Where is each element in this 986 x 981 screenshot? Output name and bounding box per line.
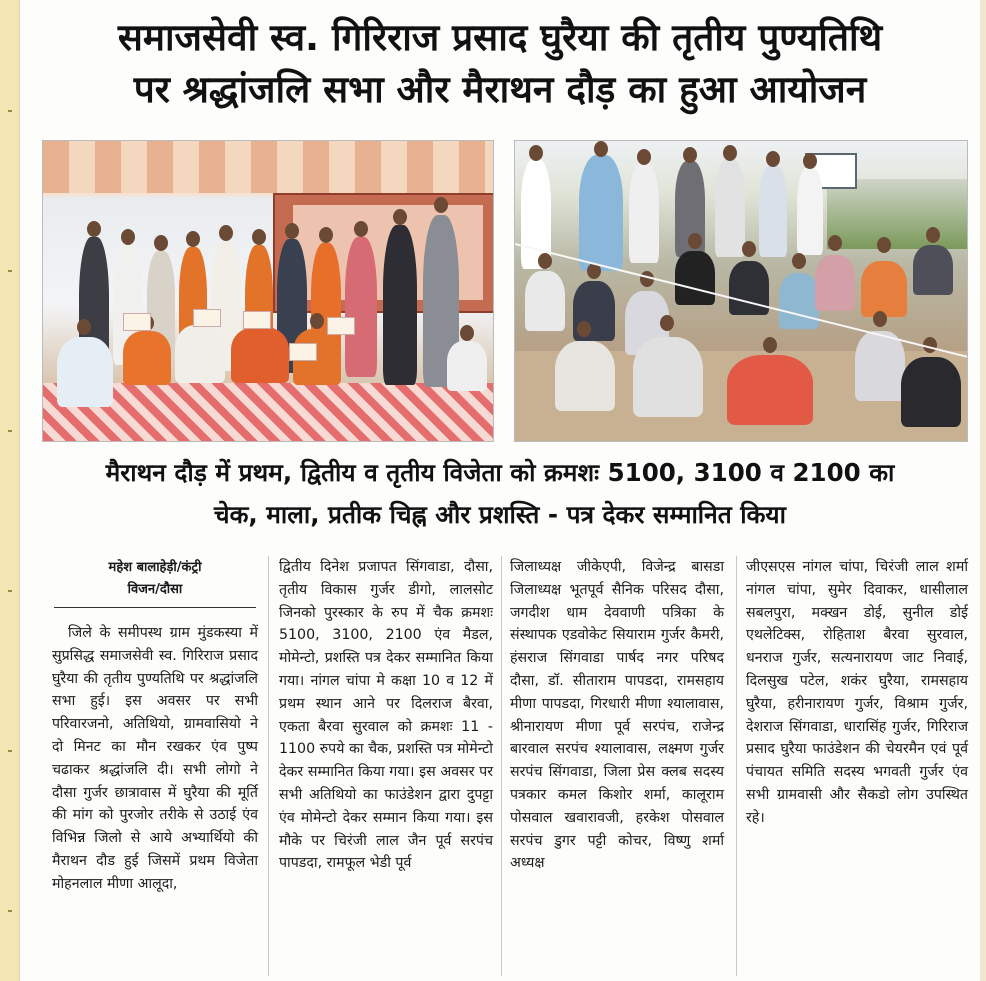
- article-column-4: जीएसएस नांगल चांपा, चिरंजी लाल शर्मा नांगल चांपा, सुमेर दिवाकर, धासीलाल सबलपुरा, मक्खन डोई, सुनील डोई एथलेटिक्स, रोहिताश बैरवा सुरवाल, धनराज गुर्जर, सत्यनारायण जाट निवाई, दिलसुख पटेल, शकंर घुरैया, रामसहाय घुरैया, हरीनारायण गुर्जर, विश्राम गुर्जर, देशराज सिंगवाडा, धारासिंह गुर्जर, गिरिराज प्रसाद घुरैया फाउंडेशन की चेयरमैन एवं पूर्व पंचायत समिति सदस्य भगवती गुर्जर एंव सभी ग्रामवासी और सैकडो लोग उपस्थित रहे।: [746, 559, 968, 826]
- article-column-2: द्वितीय दिनेश प्रजापत सिंगवाडा, दौसा, तृतीय विकास गुर्जर डीगो, लालसोट जिनको पुरस्कार के रुप में चैक क्रमशः 5100, 3100, 2100 एंव मैडल, मोमेन्टो, प्रशस्ति पत्र देकर सम्मानित किया गया। नांगल चांपा मे कक्षा 10 व 12 में प्रथम स्थान आने पर दिलराज बैरवा, एकता बैरवा सुरवाल को क्रमशः 11 - 1100 रुपये का चैक, प्रशस्ति पत्र मोमेन्टो देकर सम्मानित किया गया। इस अवसर पर सभी अतिथियो का फाउंडेशन द्वारा दुपट्टा एंव मोमेन्टो देकर सम्मान किया गया। इस मौके पर चिरंजी लाल जैन पूर्व सरपंच पापडदा, रामफूल भेडी पूर्व: [279, 559, 493, 872]
- byline-location: विजन/दौसा: [127, 582, 183, 597]
- byline-divider: [54, 607, 256, 608]
- headline-line-1: समाजसेवी स्व. गिरिराज प्रसाद घुरैया की तृतीय पुण्यतिथि: [117, 16, 883, 59]
- column-divider: [501, 556, 502, 976]
- tent-canopy: [43, 141, 493, 193]
- byline-reporter: महेश बालाहेड़ी/कंट्री: [108, 560, 202, 575]
- subheadline-line-2: चेक, माला, प्रतीक चिह्न और प्रशस्ति - पत्र देकर सम्मानित किया: [214, 500, 786, 529]
- headline-line-2: पर श्रद्धांजलि सभा और मैराथन दौड़ का हुआ आयोजन: [133, 68, 867, 111]
- article-column-3: जिलाध्यक्ष जीकेएपी, विजेन्द्र बासडा जिलाध्यक्ष भूतपूर्व सैनिक परिसद दौसा, जगदीश धाम देववाणी पत्रिका के संस्थापक एडवोकेट सियाराम गुर्जर कैमरी, हंसराज सिंगवाडा पार्षद नगर परिषद दौसा, डॉ. सीताराम पापडदा, रामसहाय मीणा पापडदा, गिरधारी मीणा श्यालावास, श्रीनारायण मीणा पूर्व सरपंच, राजेन्द्र बारवाल सरपंच श्यालावास, लक्ष्मण गुर्जर सरपंच सिंगवाडा, जिला प्रेस क्लब सदस्य पत्रकार कमल किशोर शर्मा, कालूराम पोसवाल खवारावजी, हरकेश पोसवाल सरपंच डुगर पट्टी कोचर, विष्णु शर्मा अध्यक्ष: [510, 559, 724, 872]
- article-column-1: जिले के समीपस्थ ग्राम मुंडकस्या में सुप्रसिद्ध समाजसेवी स्व. गिरिराज प्रसाद घुरैया की तृतीय पुण्यतिथि पर श्रद्धांजलि सभा हुई। इस अवसर पर सभी परिवारजनो, अतिथियो, ग्रामवासियो ने दो मिनट का मौन रखकर एंव पुष्प चढाकर श्रद्धांजलि दी। सभी लोगो ने दौसा गुर्जर छात्रावास में घुरैया की मूर्ति की मांग को पुरजोर तरीके से उठाई एंव विभिन्न जिलो से आये अभ्यार्थियो की मैराथन दौड हुई जिसमें प्रथम विजेता मोहनलाल मीणा आलूदा,: [52, 625, 258, 892]
- subheadline-line-1: मैराथन दौड़ में प्रथम, द्वितीय व तृतीय विजेता को क्रमशः 5100, 3100 व 2100 का: [105, 458, 895, 487]
- page-margin-strip: [0, 0, 20, 981]
- felicitation-photo: [42, 140, 494, 442]
- field-greenery: [827, 179, 967, 249]
- column-divider: [268, 556, 269, 976]
- byline: [54, 557, 256, 601]
- column-divider: [736, 556, 737, 976]
- page-edge: [980, 0, 986, 981]
- marathon-photo: [514, 140, 968, 442]
